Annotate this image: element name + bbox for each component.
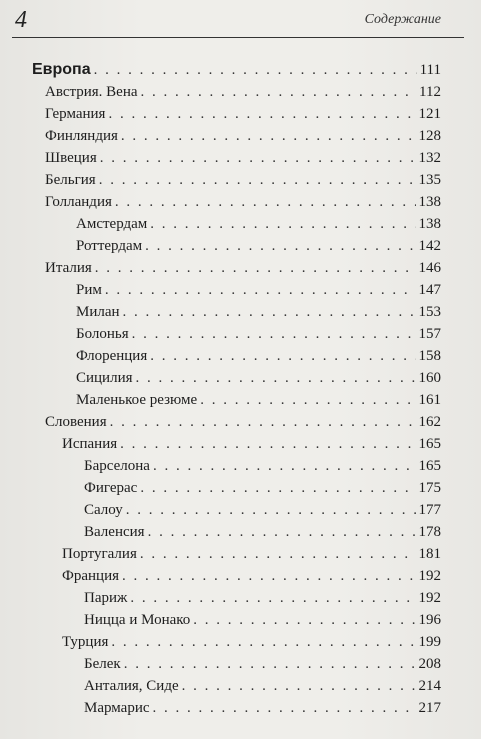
dot-leader [200, 391, 415, 409]
dot-leader [150, 347, 415, 365]
toc-entry-title: Салоу [84, 502, 123, 518]
toc-entry-page: 161 [418, 392, 441, 408]
toc-entry [45, 189, 441, 211]
toc-entry-page: 177 [418, 502, 441, 518]
dot-leader [148, 523, 416, 541]
toc-entry-page: 160 [418, 370, 441, 386]
toc-entry-title: Мармарис [84, 700, 150, 716]
dot-leader [145, 237, 415, 255]
toc-entry [62, 541, 441, 563]
dot-leader [153, 457, 416, 475]
dot-leader [95, 259, 416, 277]
toc-entry-title: Барселона [84, 458, 150, 474]
toc-entry-title: Португалия [62, 546, 137, 562]
dot-leader [94, 61, 417, 79]
dot-leader [150, 215, 415, 233]
toc-entry-page: 196 [418, 612, 441, 628]
toc-subentry [84, 475, 441, 497]
toc-subentry [76, 343, 441, 365]
dot-leader [122, 567, 416, 585]
toc-entry-title: Австрия. Вена [45, 84, 138, 100]
toc-entry-page: 157 [418, 326, 441, 342]
toc-entry-page: 153 [418, 304, 441, 320]
toc-entry [45, 167, 441, 189]
toc-entry [62, 431, 441, 453]
toc-entry-page: 181 [418, 546, 441, 562]
toc-entry-page: 138 [418, 194, 441, 210]
page-header [0, 0, 481, 40]
dot-leader [120, 435, 415, 453]
toc-entry-page: 132 [418, 150, 441, 166]
toc-entry-title: Валенсия [84, 524, 145, 540]
toc-entry-page: 165 [418, 458, 441, 474]
toc-subentry [84, 519, 441, 541]
toc-entry-page: 142 [418, 238, 441, 254]
toc-entry [45, 145, 441, 167]
dot-leader [182, 677, 416, 695]
toc-entry-title: Турция [62, 634, 109, 650]
toc-entry-page: 128 [418, 128, 441, 144]
dot-leader [153, 699, 416, 717]
toc-entry [62, 629, 441, 651]
dot-leader [108, 105, 415, 123]
running-head: Содержание [364, 12, 441, 27]
dot-leader [126, 501, 416, 519]
toc-entry [45, 79, 441, 101]
toc-entry-page: 192 [418, 590, 441, 606]
toc-entry-title: Анталия, Сиде [84, 678, 179, 694]
dot-leader [136, 369, 416, 387]
toc-entry [45, 123, 441, 145]
toc-entry-page: 146 [418, 260, 441, 276]
toc-subentry [84, 497, 441, 519]
toc-subentry [76, 233, 441, 255]
toc-entry-title: Сицилия [76, 370, 133, 386]
toc-entry-page: 158 [418, 348, 441, 364]
header-rule [12, 37, 464, 38]
toc-entry-title: Милан [76, 304, 120, 320]
toc-entry-title: Амстердам [76, 216, 148, 232]
toc-entry-title: Германия [45, 106, 106, 122]
toc-entry-title: Париж [84, 590, 128, 606]
toc-entry-page: 178 [418, 524, 441, 540]
toc-entry-title: Финляндия [45, 128, 118, 144]
toc-entry-title: Швеция [45, 150, 97, 166]
toc-subentry [76, 321, 441, 343]
dot-leader [99, 171, 416, 189]
toc-entry-page: 138 [418, 216, 441, 232]
toc-entry-title: Испания [62, 436, 118, 452]
toc-entry [45, 101, 441, 123]
toc-entry-title: Ницца и Монако [84, 612, 191, 628]
dot-leader [123, 303, 416, 321]
toc-subentry [84, 695, 441, 717]
toc-entry-page: 147 [418, 282, 441, 298]
toc-entry-page: 162 [418, 414, 441, 430]
dot-leader [121, 127, 416, 145]
toc-entry-page: 121 [418, 106, 441, 122]
toc-entry-page: 175 [418, 480, 441, 496]
toc-section-entry [32, 57, 441, 79]
dot-leader [130, 589, 415, 607]
dot-leader [124, 655, 416, 673]
toc-subentry [84, 673, 441, 695]
toc-entry-page: 165 [418, 436, 441, 452]
toc-entry-title: Рим [76, 282, 102, 298]
toc-subentry [76, 387, 441, 409]
toc-entry [45, 409, 441, 431]
toc-entry [45, 255, 441, 277]
dot-leader [105, 281, 416, 299]
toc-entry-title: Белек [84, 656, 121, 672]
page-number: 4 [15, 7, 27, 33]
toc-subentry [84, 585, 441, 607]
toc-entry-title: Бельгия [45, 172, 96, 188]
toc-entry-title: Европа [32, 61, 91, 78]
dot-leader [140, 479, 415, 497]
toc-entry-page: 217 [418, 700, 441, 716]
toc-entry-page: 214 [418, 678, 441, 694]
toc-entry-title: Словения [45, 414, 107, 430]
dot-leader [141, 83, 417, 101]
toc-subentry [84, 651, 441, 673]
dot-leader [140, 545, 416, 563]
toc-subentry [76, 299, 441, 321]
toc-entry-title: Болонья [76, 326, 129, 342]
dot-leader [132, 325, 416, 343]
toc-entry-page: 192 [418, 568, 441, 584]
toc-entry-title: Флоренция [76, 348, 148, 364]
toc-entry-title: Италия [45, 260, 92, 276]
dot-leader [115, 193, 416, 211]
toc-entry [62, 563, 441, 585]
toc-entry-title: Роттердам [76, 238, 143, 254]
toc-entry-title: Фигерас [84, 480, 138, 496]
dot-leader [193, 611, 415, 629]
toc-subentry [76, 211, 441, 233]
toc-entry-title: Маленькое резюме [76, 392, 198, 408]
toc-entry-page: 112 [419, 84, 441, 100]
toc-subentry [76, 277, 441, 299]
toc-entry-page: 208 [418, 656, 441, 672]
dot-leader [111, 633, 415, 651]
toc-subentry [84, 453, 441, 475]
toc-entry-page: 135 [418, 172, 441, 188]
toc-entry-page: 199 [418, 634, 441, 650]
dot-leader [110, 413, 416, 431]
toc-entry-title: Голландия [45, 194, 112, 210]
toc-entry-page: 111 [419, 62, 441, 78]
toc-subentry [76, 365, 441, 387]
dot-leader [100, 149, 416, 167]
toc-subentry [84, 607, 441, 629]
toc-entry-title: Франция [62, 568, 119, 584]
